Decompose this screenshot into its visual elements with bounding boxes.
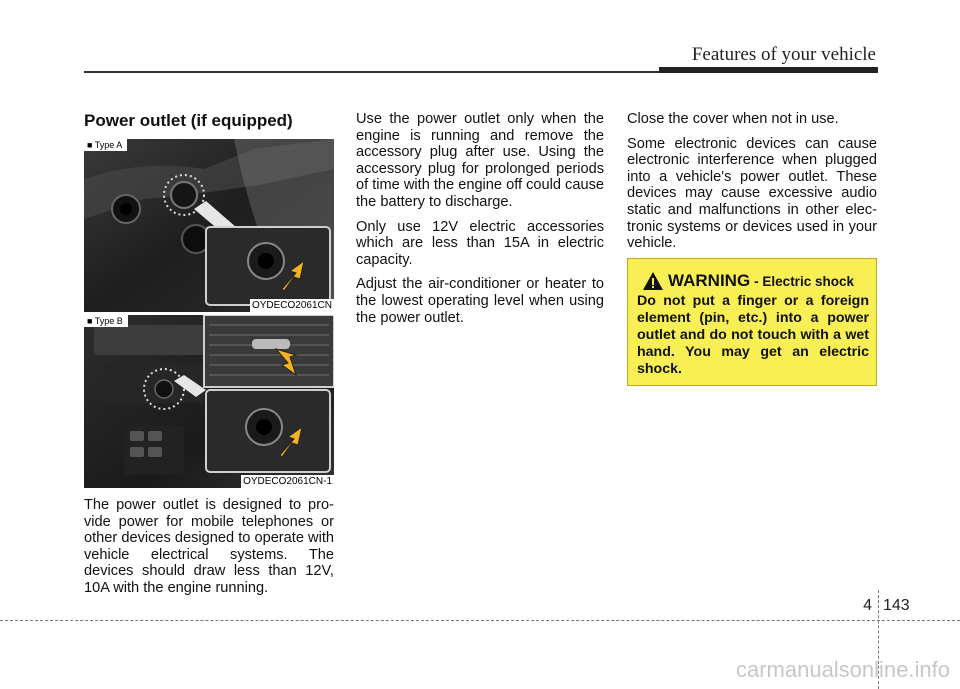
column1-paragraph: The power outlet is designed to pro- vide power for mobile telephones or other devices designed to operate with vehicle electrical systems. The devices should draw less than 12V, 10A with the engine running. xyxy=(84,497,334,596)
figure-a-type-label: ■ Type A xyxy=(84,139,127,151)
power-outlet-photo-a xyxy=(84,139,334,312)
warning-triangle-icon xyxy=(642,271,664,291)
section-heading: Power outlet (if equipped) xyxy=(84,111,293,130)
column3 xyxy=(627,111,877,260)
warning-title: WARNING xyxy=(668,271,751,290)
figure-type-a xyxy=(84,139,334,312)
figure-b-code: OYDECO2061CN-1 xyxy=(243,476,332,487)
column2-paragraph-2: Only use 12V electric accessories which are less than 15A in electric capacity. xyxy=(356,218,604,268)
warning-box xyxy=(627,258,877,386)
header-rule xyxy=(84,71,659,73)
figure-b-type-label: ■ Type B xyxy=(84,315,128,327)
warning-subtitle: - Electric shock xyxy=(754,273,854,289)
column2-paragraph-1: Use the power outlet only when the engine is running and remove the accessory plug after use. Using the accessory plug for prolonged periods of time with the engine off could cause the battery to discharge. xyxy=(356,111,604,210)
page-number: 143 xyxy=(883,597,910,614)
column2 xyxy=(356,111,604,334)
power-outlet-photo-b xyxy=(84,315,334,488)
warning-text: Do not put a finger or a foreign element (pin, etc.) into a power outlet and do not touch with a wet hand. You may get an electric shock. xyxy=(637,293,869,377)
column3-paragraph-2: Some electronic devices can cause electronic interference when plugged into a vehicle's power outlet. These devices may cause excessive audio static and malfunctions in other elec- tronic systems or devices used in your vehicle. xyxy=(627,135,877,252)
column2-paragraph-3: Adjust the air-conditioner or heater to the lowest operating level when using the power outlet. xyxy=(356,276,604,326)
column3-paragraph-1: Close the cover when not in use. xyxy=(627,111,839,127)
chapter-number: 4 xyxy=(863,597,872,614)
header-rule-accent xyxy=(659,67,878,73)
footer-rule xyxy=(0,620,960,621)
figure-type-b xyxy=(84,315,334,488)
warning-header xyxy=(642,271,854,291)
header-title: Features of your vehicle xyxy=(691,44,876,65)
figure-a-code: OYDECO2061CN xyxy=(251,300,332,311)
watermark: carmanualsonline.info xyxy=(735,657,950,682)
